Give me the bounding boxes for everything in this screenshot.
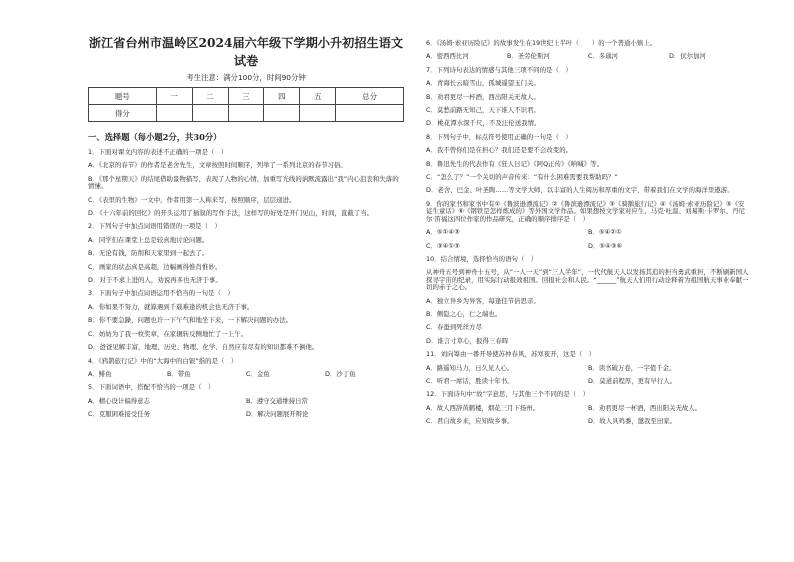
- question-10: 10．结合情境，选择恰当的语句（ ）: [426, 254, 538, 263]
- option-12b: B．劝君更尽一杯酒，西出阳关无故人。: [588, 403, 702, 412]
- score-header-cell: 五: [300, 88, 336, 105]
- question-3: 3．下面句子中加点词语运用不恰当的一句是（ ）: [88, 289, 234, 298]
- score-cell[interactable]: [264, 105, 300, 122]
- option-2a: A．同学们在课堂上总是较真地讨论问题。: [88, 235, 209, 244]
- option-8c: C．“怎么了？”一个关切的声音传来：“有什么困难需要我帮助吗？”: [426, 173, 618, 182]
- option-7c: C．莫愁前路无知己，天下谁人不识君。: [426, 106, 541, 115]
- score-cell[interactable]: [300, 105, 336, 122]
- question-11: 11．刘向筹由一番开导使苏仲春风，苏寒夜开，这是（ ）: [426, 350, 596, 359]
- score-row-label: 得分: [89, 105, 157, 122]
- option-9d: D．⑤④③⑥: [588, 241, 623, 250]
- option-4a: A．鲱鱼: [88, 369, 112, 378]
- options-11-row1: [426, 365, 750, 372]
- option-11a: A．路遥知马力，日久见人心。: [426, 363, 514, 372]
- score-cell[interactable]: [228, 105, 264, 122]
- option-5c: C．克服困难接受任务: [88, 410, 150, 419]
- option-12c: C．君自故乡来，应知故乡事。: [426, 417, 514, 426]
- question-1: 1．下面对课文内容的表述不正确的一项是（ ）: [88, 148, 228, 156]
- exam-title: 浙江省台州市温岭区2024届六年级下学期小升初招生语文试卷: [88, 36, 404, 68]
- option-5d: D．解决问题展开辩论: [246, 410, 309, 419]
- option-11b: B．读书破万卷，一字值千金。: [588, 363, 676, 372]
- options-9-row2: [426, 243, 750, 250]
- options-5-row2: [88, 411, 404, 418]
- option-2d: D．对于不求上进的人，劝说再多也无济于事。: [88, 276, 222, 285]
- options-6: [426, 53, 750, 60]
- option-10b: B．侧隐之心，仁之端也。: [426, 309, 502, 318]
- option-2c: C．画家的状态真是高超，边幅画得惟肖惟妙。: [88, 262, 222, 271]
- score-cell[interactable]: [336, 105, 404, 122]
- option-8d: D．老舍、巴金、叶圣陶……等文学大师，以丰富的人生阅历和厚重的文字，带着我们在文学的海洋里遨游。: [426, 186, 734, 195]
- option-2b: B．无论有钱，防削和天家里到一起去了。: [88, 249, 209, 258]
- score-header-cell: 二: [192, 88, 228, 105]
- option-10d: D．谁言寸草心，报得三春晖: [426, 336, 509, 345]
- option-1d: D．《十六年前的回忆》的开头运用了插叙的写作手法，这样写的好处是开门见山，时间，直截了当。: [88, 209, 374, 218]
- option-11c: C．听君一席话，胜读十年书。: [426, 376, 514, 385]
- score-header-cell: 一: [156, 88, 192, 105]
- option-6a: A．密西西比河: [426, 52, 469, 61]
- option-7a: A．青海长云暗雪山，孤城遥望玉门关。: [426, 79, 540, 88]
- score-cell[interactable]: [156, 105, 192, 122]
- options-9-row1: [426, 229, 750, 236]
- section-title: 一、选择题（每小题2分，共30分）: [88, 132, 222, 142]
- option-4c: C．金鱼: [246, 369, 270, 378]
- option-3d: D．爸爸见解丰富，地理、历史、物理、化学、自然应有尽有的知识都难不倒他。: [88, 343, 319, 352]
- question-12: 12．下面诗句中“故”字意思，与其他三个不同的是（ ）: [426, 390, 590, 399]
- option-10c: C．春蚕到死丝方尽: [426, 323, 483, 332]
- option-5b: B．遵守交通维持日常: [246, 396, 308, 405]
- left-column: [88, 34, 404, 419]
- option-11d: D．莫道前程厚，更有早行人。: [588, 376, 676, 385]
- option-8b: B．鲁迅先生的代表作有《狂人日记》《阿Q正传》《呐喊》等。: [426, 159, 604, 168]
- option-6d: D．伏尔加河: [669, 52, 706, 61]
- options-5-row1: [88, 398, 404, 405]
- options-4: [88, 371, 404, 378]
- score-cell[interactable]: [192, 105, 228, 122]
- option-8a: A．我不曾你们是在担心？我们还是要不会改变的。: [426, 146, 573, 155]
- option-6b: B．圣劳伦斯河: [507, 52, 550, 61]
- option-1b: B．《那个星期天》的结尾借助景物描写，表现了人物的心情，加重写光线的讷默流露出“我”内心沮丧和失落的情愫。: [88, 174, 399, 191]
- option-12d: D．故人具鸡黍，邀我至田家。: [588, 417, 676, 426]
- score-header-cell: 三: [228, 88, 264, 105]
- right-column: [426, 40, 750, 426]
- option-10a: A．独立异乡为异客，每逢佳节倍思亲。: [426, 296, 540, 305]
- option-9a: A．⑤①④③: [426, 228, 460, 237]
- option-3a: A．你如果不努力，就算遇到千载难逢的机会也无济于事。: [88, 302, 254, 311]
- question-8: 8．下列句子中，标点符号使用正确的一句是（ ）: [426, 132, 572, 141]
- question-5: 5．下面词语中，搭配不恰当的一项是（ ）: [88, 383, 215, 392]
- question-7: 7．下列诗句表达的情感与其他三项不同的是（ ）: [426, 65, 572, 74]
- score-table-header-row: [89, 88, 404, 105]
- option-1a: A．《北京的春节》的作者是老舍先生，文章按照时间顺序，列举了一系列北京的春节习俗。: [88, 161, 347, 170]
- option-7b: B．劝君更尽一杯酒，西出阳关无故人。: [426, 92, 540, 101]
- option-6c: C．多瑙河: [588, 52, 619, 61]
- option-4b: B．带鱼: [167, 369, 191, 378]
- option-3c: C．妨妨为了我一枚奖章，在家辗转反侧地忙了一上午。: [88, 329, 248, 338]
- score-header-cell: 四: [264, 88, 300, 105]
- question-2: 2．下列句子中加点词语用错误的一项是（ ）: [88, 222, 221, 231]
- score-header-cell: 总分: [336, 88, 404, 105]
- options-11-row2: [426, 378, 750, 385]
- option-4d: D．沙丁鱼: [325, 369, 356, 378]
- exam-note: 考生注意：满分100分，时间90分钟: [186, 73, 306, 82]
- question-4: 4．《鸦鹊旅行记》中的“大海中的白银”指的是（ ）: [88, 356, 238, 365]
- option-9c: C．③④①③: [426, 241, 460, 250]
- option-5a: A．精心设计偏得意志: [88, 396, 150, 405]
- score-header-cell: 题号: [89, 88, 157, 105]
- option-9b: B．⑤④②①: [588, 228, 622, 237]
- question-6: 6．《汤姆·索亚历险记》的故事发生在19世纪上半叶（ ）的一个普通小镇上。: [426, 39, 657, 47]
- option-7d: D．桃花潭水深千尺，不及汪伦送我情。: [426, 119, 541, 128]
- options-12-row1: [426, 405, 750, 412]
- option-1c: C．《表里的生物》一文中，作者用第一人称来写，按照顺序，层层递进。: [88, 195, 296, 204]
- score-table-score-row: [89, 105, 404, 122]
- options-12-row2: [426, 418, 750, 425]
- option-12a: A．故人西辞黄鹤楼，烟花三月下扬州。: [426, 403, 540, 412]
- question-9: 9．你的家书和家书中有①《鲁滨逊漂流记》②《鲁滨逊漂流记》③《骑鹅旅行记》④《汤姆·索亚历险记》⑤《安徒生童话》⑥《钢铁是怎样炼成的》等外国文学作品。如果想按文学家对应生、马克·吐温、刘易斯·卡罗尔、丹尼尔·笛福这四位作家的作品研究，正确的顺序排序是（ ）: [426, 199, 746, 223]
- question-10-passage: 从神舟五号到神舟十五号，从“一人一天”到“三人半年”，一代代航天人以发扬其追的担当勇武重担，不断刷新国人探寻宇宙的纪录，用实际行动报效祖国。回报社会和人民。“______”航天人们用行动诠释着为祖国航天事业奉献一切的赤子之心。: [426, 268, 749, 292]
- option-3b: B．你不要急躁，问题也许一下午气和地坐下来，一下解决问题的办法。: [88, 316, 293, 325]
- score-table: [88, 87, 404, 122]
